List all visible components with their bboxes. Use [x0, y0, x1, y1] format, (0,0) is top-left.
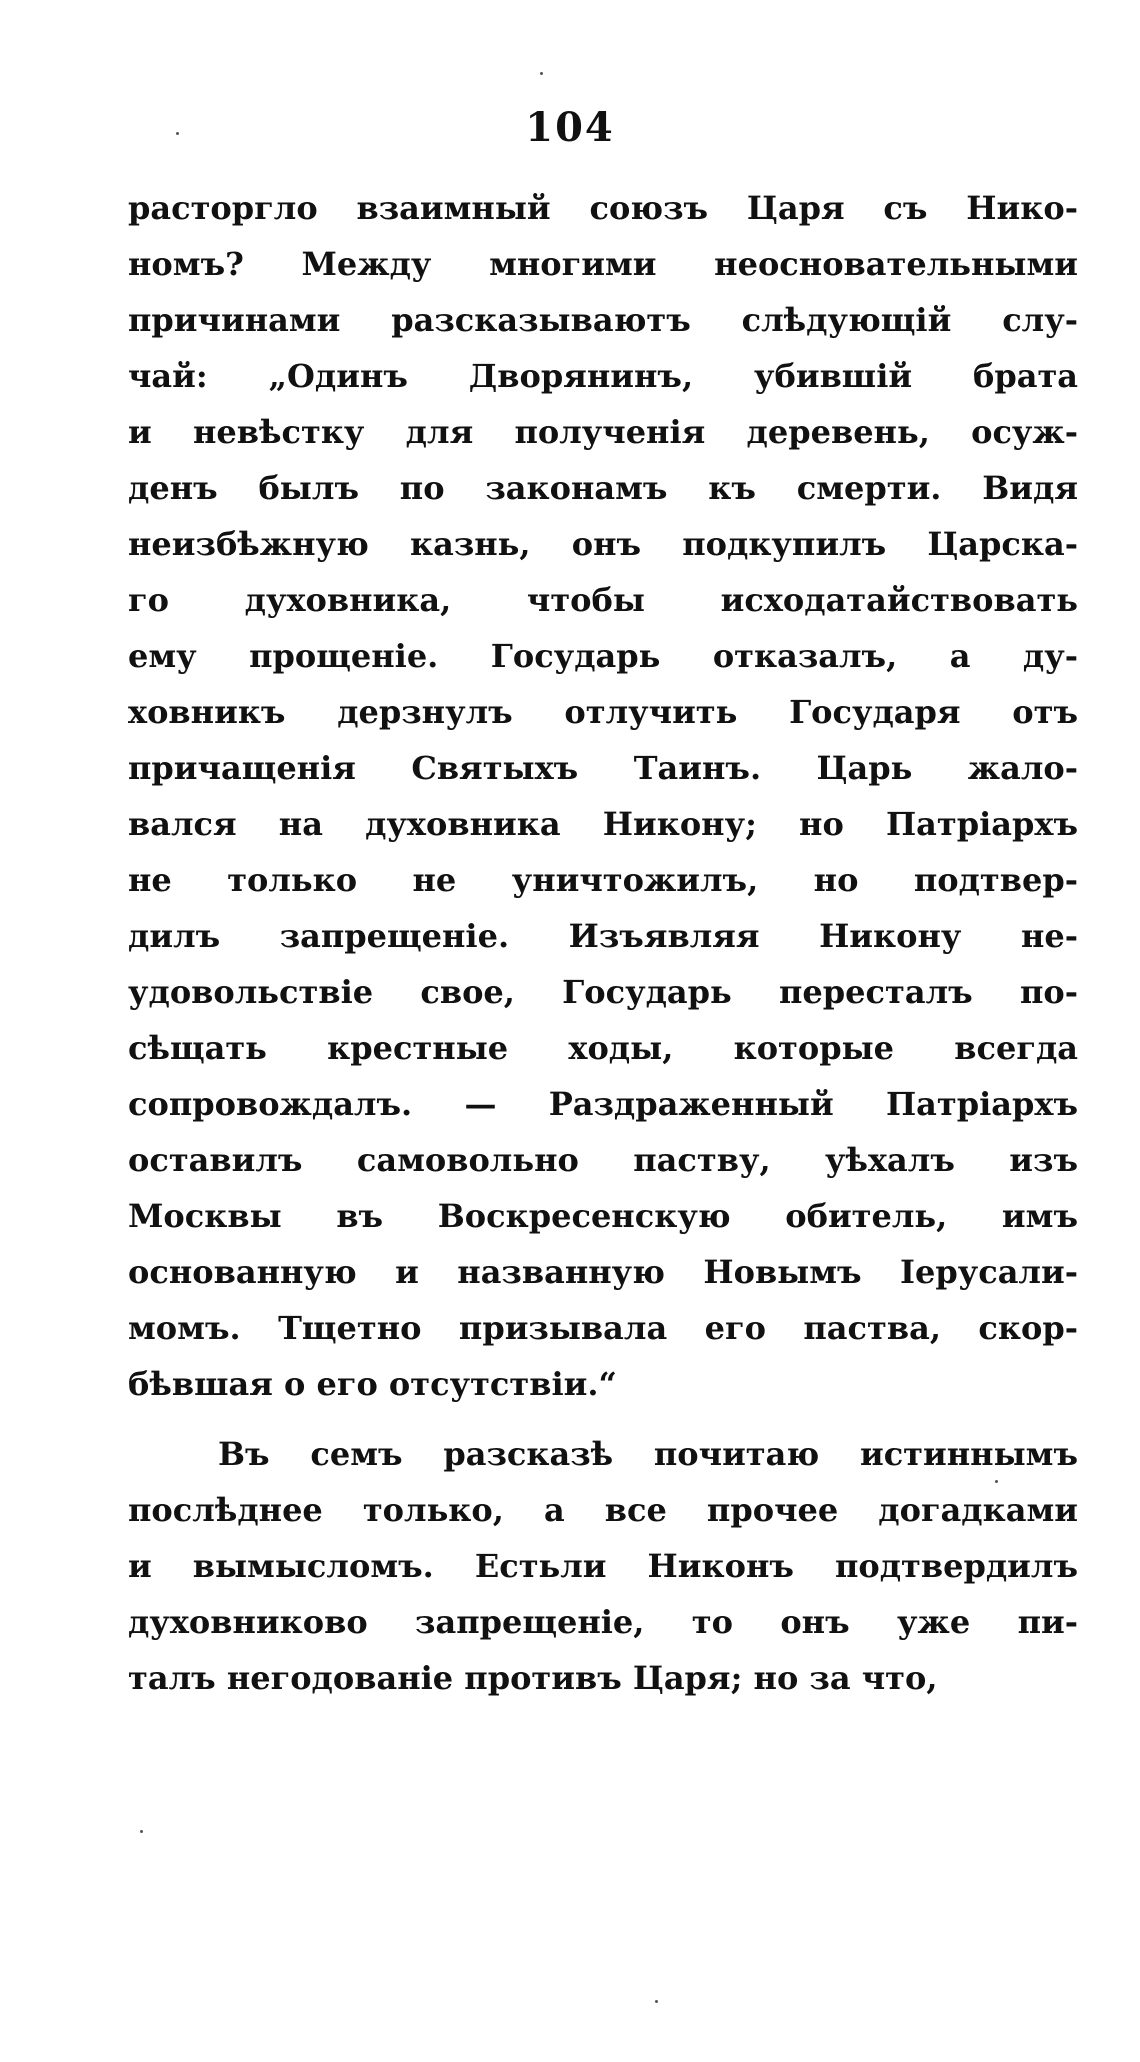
paragraph-1 [128, 180, 1078, 1412]
text-line: дилъ запрещеніе. Изъявляя Никону не- [128, 917, 1078, 955]
text-line: ему прощеніе. Государь отказалъ, а ду- [128, 637, 1078, 675]
text-line: причащенія Святыхъ Таинъ. Царь жало- [128, 749, 1078, 787]
text-line: духовниково запрещеніе, то онъ уже пи- [128, 1603, 1078, 1641]
text-line: и невѣстку для полученія деревень, осуж- [128, 413, 1078, 451]
text-line: не только не уничтожилъ, но подтвер- [128, 861, 1078, 899]
text-line: неизбѣжную казнь, онъ подкупилъ Царска- [128, 525, 1078, 563]
text-line: Въ семъ разсказѣ почитаю истиннымъ [218, 1435, 1078, 1473]
text-line: чай: „Одинъ Дворянинъ, убившій брата [128, 357, 1078, 395]
scan-speck [655, 2000, 658, 2003]
text-line: сѣщать крестные ходы, которые всегда [128, 1029, 1078, 1067]
text-line: причинами разсказываютъ слѣдующій слу- [128, 301, 1078, 339]
text-line: расторгло взаимный союзъ Царя съ Нико- [128, 189, 1078, 227]
body-text [128, 180, 1078, 1706]
page-number: 104 [525, 104, 615, 151]
text-line: основанную и названную Новымъ Іерусали- [128, 1253, 1078, 1291]
paragraph-gap [128, 1412, 1078, 1426]
text-line: денъ былъ по законамъ къ смерти. Видя [128, 469, 1078, 507]
text-line: момъ. Тщетно призывала его паства, скор- [128, 1309, 1078, 1347]
scan-speck [995, 1480, 998, 1483]
text-line: оставилъ самовольно паству, уѣхалъ изъ [128, 1141, 1078, 1179]
scan-speck [140, 1830, 143, 1833]
text-line: бѣвшая о его отсутствіи.“ [128, 1365, 617, 1403]
text-line: послѣднее только, а все прочее догадками [128, 1491, 1078, 1529]
text-line: ховникъ дерзнулъ отлучить Государя отъ [128, 693, 1078, 731]
text-line: го духовника, чтобы исходатайствовать [128, 581, 1078, 619]
scan-speck [176, 132, 179, 135]
text-line: удовольствіе свое, Государь пересталъ по- [128, 973, 1078, 1011]
text-line: Москвы въ Воскресенскую обитель, имъ [128, 1197, 1078, 1235]
text-line: вался на духовника Никону; но Патріархъ [128, 805, 1078, 843]
paragraph-2 [128, 1426, 1078, 1706]
text-line: сопровождалъ. — Раздраженный Патріархъ [128, 1085, 1078, 1123]
text-line: номъ? Между многими неосновательными [128, 245, 1078, 283]
text-line: талъ негодованіе противъ Царя; но за что, [128, 1659, 938, 1697]
text-line: и вымысломъ. Естьли Никонъ подтвердилъ [128, 1547, 1078, 1585]
scan-speck [540, 72, 543, 75]
